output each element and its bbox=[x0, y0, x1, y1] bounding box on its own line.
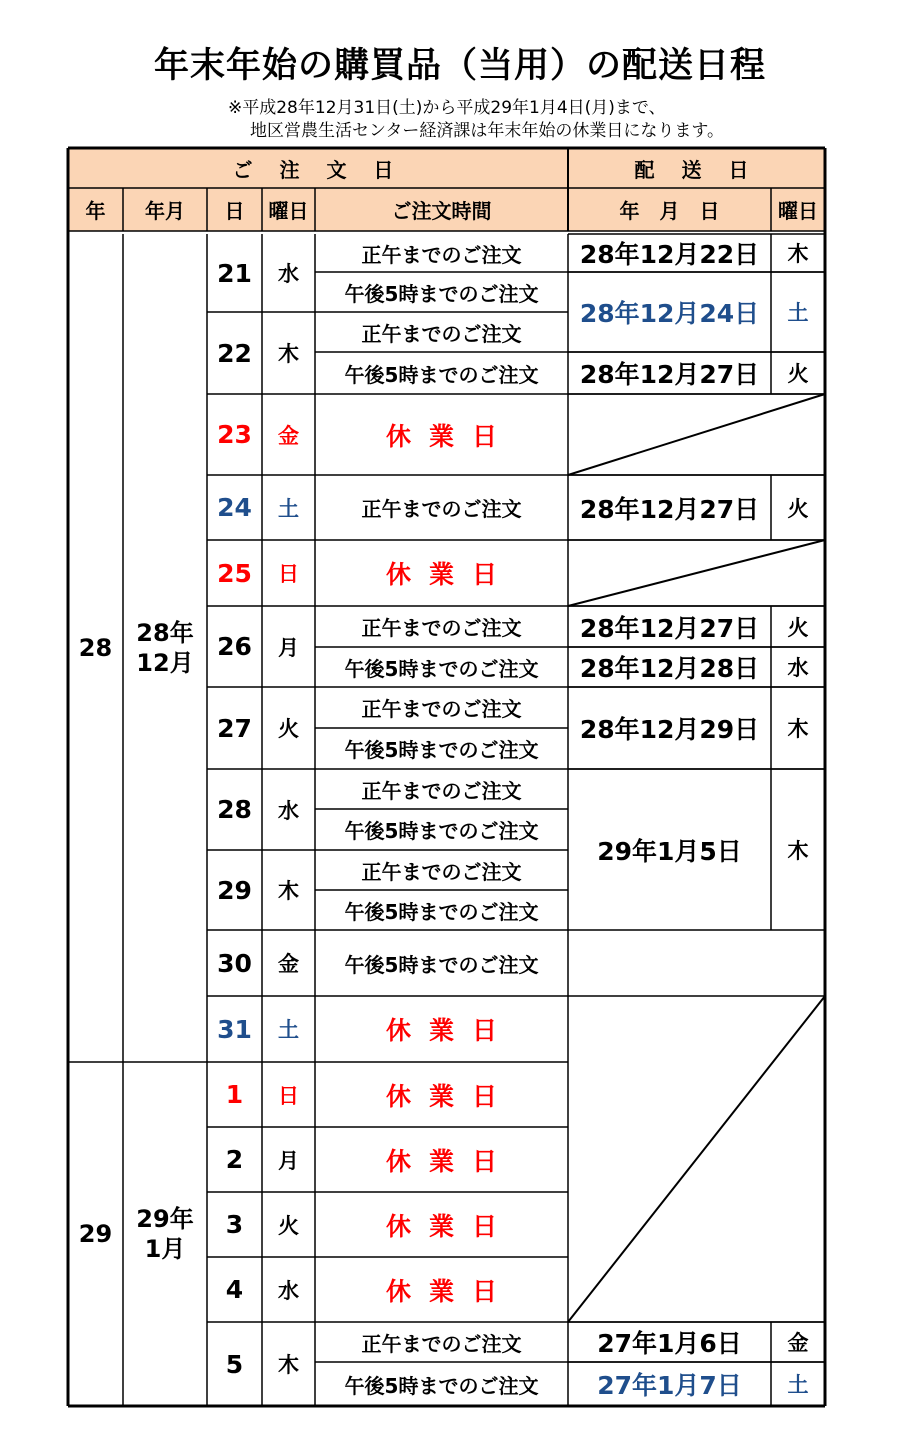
day-cell: 1 bbox=[225, 1080, 244, 1109]
day-cell: 30 bbox=[217, 948, 252, 978]
weekday-cell: 月 bbox=[278, 1148, 299, 1173]
day-cell: 23 bbox=[217, 420, 252, 449]
delivery-weekday-cell: 火 bbox=[787, 362, 809, 386]
weekday-cell: 土 bbox=[278, 496, 299, 521]
weekday-cell: 水 bbox=[278, 798, 299, 823]
delivery-date-cell: 28年12月28日 bbox=[579, 654, 760, 683]
day-cell: 5 bbox=[225, 1349, 244, 1379]
day-cell: 3 bbox=[225, 1210, 244, 1239]
weekday-cell: 日 bbox=[278, 562, 299, 586]
diagonal-slash bbox=[568, 394, 825, 475]
weekday-cell: 水 bbox=[278, 262, 299, 286]
order-time-cell: 正午までのご注文 bbox=[361, 859, 522, 884]
delivery-date-cell: 28年12月27日 bbox=[579, 613, 760, 643]
order-date-header: ご 注 文 日 bbox=[232, 157, 404, 182]
holiday-label: 休業日 bbox=[385, 1081, 515, 1111]
weekday-cell: 水 bbox=[278, 1278, 299, 1303]
yearmonth-cell: 29年 1月 bbox=[136, 1205, 194, 1263]
delivery-weekday-cell: 水 bbox=[787, 656, 809, 680]
holiday-label: 休業日 bbox=[385, 1211, 515, 1241]
day-cell: 22 bbox=[217, 338, 252, 368]
weekday-cell: 月 bbox=[278, 635, 299, 660]
weekday-cell: 土 bbox=[278, 1018, 299, 1042]
page-title: 年末年始の購買品（当用）の配送日程 bbox=[153, 46, 766, 86]
day-cell: 31 bbox=[217, 1014, 252, 1044]
delivery-date-cell: 28年12月29日 bbox=[579, 715, 760, 744]
order-time-cell: 正午までのご注文 bbox=[361, 242, 522, 267]
delivery-date-cell: 29年1月5日 bbox=[597, 836, 742, 866]
day-column-header: 日 bbox=[224, 199, 245, 223]
day-cell: 25 bbox=[217, 558, 252, 588]
order-time-cell: 午後5時までのご注文 bbox=[344, 952, 539, 977]
delivery-date-cell: 27年1月6日 bbox=[597, 1329, 742, 1358]
delivery-date-cell: 28年12月27日 bbox=[579, 494, 760, 524]
delivery-weekday-column-header: 曜日 bbox=[778, 199, 818, 223]
delivery-date-column-header: 年 月 日 bbox=[619, 199, 720, 223]
order-time-cell: 正午までのご注文 bbox=[361, 321, 522, 346]
weekday-cell: 木 bbox=[278, 342, 299, 366]
day-cell: 28 bbox=[217, 795, 252, 824]
order-time-cell: 午後5時までのご注文 bbox=[344, 899, 539, 924]
holiday-label: 休業日 bbox=[385, 560, 515, 589]
weekday-cell: 火 bbox=[278, 717, 299, 741]
year-cell: 28 bbox=[78, 634, 113, 662]
delivery-date-cell: 28年12月24日 bbox=[579, 299, 760, 328]
delivery-weekday-cell: 火 bbox=[787, 496, 809, 521]
delivery-date-header: 配 送 日 bbox=[634, 157, 759, 182]
year-cell: 29 bbox=[78, 1220, 113, 1248]
day-cell: 27 bbox=[217, 713, 252, 743]
order-time-cell: 正午までのご注文 bbox=[361, 616, 522, 640]
order-time-cell: 午後5時までのご注文 bbox=[344, 281, 539, 306]
day-cell: 4 bbox=[225, 1275, 244, 1304]
weekday-cell: 金 bbox=[278, 423, 299, 448]
holiday-label: 休業日 bbox=[385, 1276, 515, 1306]
weekday-cell: 木 bbox=[278, 1353, 299, 1377]
weekday-cell: 火 bbox=[278, 1213, 299, 1238]
day-cell: 2 bbox=[225, 1145, 244, 1174]
holiday-label: 休業日 bbox=[385, 421, 515, 451]
delivery-weekday-cell: 金 bbox=[787, 1331, 809, 1355]
order-time-cell: 午後5時までのご注文 bbox=[344, 362, 539, 387]
delivery-weekday-cell: 火 bbox=[787, 615, 809, 640]
delivery-weekday-cell: 木 bbox=[787, 838, 809, 863]
day-cell: 26 bbox=[217, 632, 252, 661]
day-cell: 24 bbox=[217, 493, 252, 522]
yearmonth-cell: 28年 12月 bbox=[136, 619, 194, 677]
delivery-weekday-cell: 木 bbox=[787, 242, 809, 266]
weekday-cell: 日 bbox=[278, 1083, 299, 1108]
diagonal-slash bbox=[568, 996, 825, 1322]
diagonal-slash bbox=[568, 540, 825, 606]
day-cell: 21 bbox=[217, 258, 252, 288]
order-time-cell: 午後5時までのご注文 bbox=[344, 1373, 539, 1398]
order-time-cell: 正午までのご注文 bbox=[361, 1331, 522, 1356]
order-time-cell: 午後5時までのご注文 bbox=[344, 738, 539, 762]
delivery-date-cell: 28年12月27日 bbox=[579, 360, 760, 389]
order-time-cell: 正午までのご注文 bbox=[361, 697, 522, 721]
year-column-header: 年 bbox=[85, 199, 106, 223]
weekday-cell: 金 bbox=[278, 952, 299, 976]
delivery-weekday-cell: 土 bbox=[787, 301, 809, 325]
delivery-date-cell: 27年1月7日 bbox=[597, 1371, 742, 1400]
order-time-cell: 正午までのご注文 bbox=[361, 778, 522, 803]
order-time-cell: 午後5時までのご注文 bbox=[344, 656, 539, 681]
day-cell: 29 bbox=[217, 875, 252, 905]
delivery-weekday-cell: 土 bbox=[787, 1373, 809, 1397]
weekday-cell: 木 bbox=[278, 879, 299, 903]
delivery-weekday-cell: 木 bbox=[787, 717, 809, 741]
notice-line-1: ※平成28年12月31日(土)から平成29年1月4日(月)まで、 bbox=[228, 98, 666, 118]
order-time-cell: 正午までのご注文 bbox=[361, 497, 522, 521]
delivery-date-cell: 28年12月22日 bbox=[579, 240, 760, 269]
yearmonth-column-header: 年月 bbox=[145, 199, 185, 223]
weekday-column-header: 曜日 bbox=[268, 199, 309, 223]
holiday-label: 休業日 bbox=[385, 1016, 515, 1045]
notice-line-2: 地区営農生活センター経済課は年末年始の休業日になります。 bbox=[250, 121, 724, 141]
schedule-table bbox=[66, 146, 828, 1408]
order-time-column-header: ご注文時間 bbox=[391, 199, 492, 223]
holiday-label: 休業日 bbox=[385, 1146, 515, 1176]
order-time-cell: 午後5時までのご注文 bbox=[344, 819, 539, 843]
